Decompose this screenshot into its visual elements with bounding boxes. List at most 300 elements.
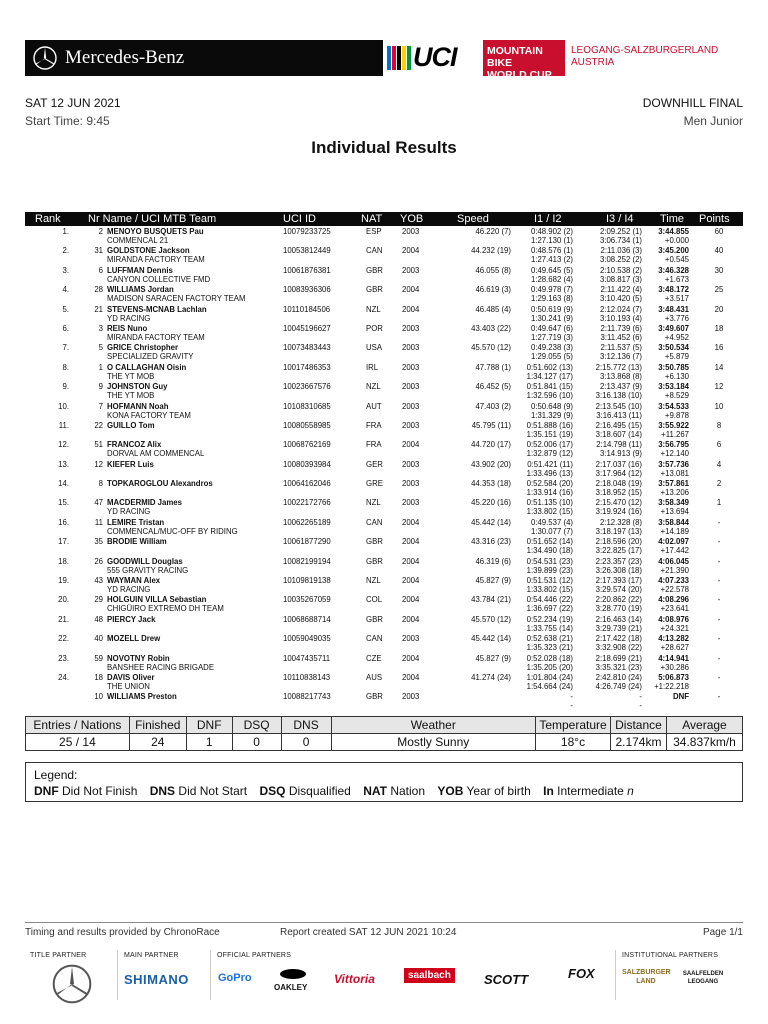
stats-dnf: 1 <box>186 734 232 751</box>
cell-speed: 45.795 (11) <box>471 420 511 430</box>
cell-rank: 15. <box>58 498 69 508</box>
cell-yob: 2003 <box>402 382 420 392</box>
cell-i4: 3:10.420 (5) <box>599 294 642 304</box>
cell-uci: 10064162046 <box>283 479 331 489</box>
scott-logo: SCOTT <box>484 972 529 987</box>
table-row <box>25 479 743 498</box>
stats-dns: 0 <box>281 734 331 751</box>
cell-yob: 2004 <box>402 556 420 566</box>
cell-nat: ESP <box>366 227 382 236</box>
cell-pts: - <box>717 576 721 586</box>
cell-team: SPECIALIZED GRAVITY <box>107 352 194 362</box>
cell-nr: 31 <box>94 246 103 256</box>
legend-item <box>363 784 425 798</box>
cell-i4: 3:18.607 (14) <box>595 429 642 439</box>
cell-team: DORVAL AM COMMENCAL <box>107 449 205 459</box>
cell-yob: 2003 <box>402 227 420 236</box>
cell-i2: 1:33.914 (16) <box>526 488 573 498</box>
cell-i3: 2:14.798 (11) <box>596 440 642 450</box>
cell-i1: 0:54.531 (23) <box>526 556 573 566</box>
cell-gap: +3.517 <box>664 294 689 304</box>
cell-rank: 1. <box>62 227 69 236</box>
cell-pts: - <box>717 595 721 605</box>
stats-header-cell: DSQ <box>232 717 281 734</box>
col-i3-i4: I3 / I4 <box>606 213 634 225</box>
cell-i2: 1:33.802 (15) <box>526 507 573 517</box>
cell-i3: 2:42.810 (24) <box>595 672 642 682</box>
cell-i3: 2:11.537 (5) <box>600 343 642 353</box>
cell-name: KIEFER Luis <box>107 459 154 469</box>
cell-uci: 10022172766 <box>283 498 331 508</box>
cell-rank: 3. <box>62 265 69 275</box>
cell-pts: - <box>717 672 721 682</box>
table-row <box>25 246 743 265</box>
cell-speed: 46.319 (6) <box>475 556 511 566</box>
cell-i2: 1:29.055 (5) <box>530 352 573 362</box>
cell-i4: 3:13.868 (8) <box>599 371 642 381</box>
cell-pts: 16 <box>714 343 724 353</box>
cell-nat: IRL <box>366 362 379 372</box>
cell-time: 4:08.976 <box>658 614 689 624</box>
cell-uci: 10079233725 <box>283 227 331 236</box>
table-row <box>25 402 743 421</box>
cell-uci: 10080558985 <box>283 420 331 430</box>
stats-header-cell: Finished <box>129 717 186 734</box>
cell-nr: 43 <box>94 576 103 586</box>
cell-yob: 2003 <box>402 401 420 411</box>
cell-yob: 2003 <box>402 479 420 489</box>
legend-abbr: DNF <box>34 784 59 798</box>
stats-distance: 2.174km <box>610 734 666 751</box>
cell-yob: 2004 <box>402 672 420 682</box>
oakley-logo: OAKLEY <box>274 983 308 992</box>
cell-i2: 1:27.719 (3) <box>530 332 573 342</box>
cell-team: 555 GRAVITY RACING <box>107 565 189 575</box>
cell-i3: 2:09.252 (1) <box>599 227 642 236</box>
table-row <box>25 498 743 517</box>
cell-yob: 2003 <box>402 459 420 469</box>
cell-name: JOHNSTON Guy <box>107 382 168 392</box>
table-row <box>25 654 743 673</box>
cell-i3: 2:15.772 (13) <box>595 362 642 372</box>
cell-rank: 9. <box>62 382 69 392</box>
cell-time: 3:55.922 <box>658 420 689 430</box>
cell-time: 3:57.736 <box>658 459 689 469</box>
cell-i1: 0:52.584 (20) <box>526 479 573 489</box>
cell-uci: 10068688714 <box>283 614 331 624</box>
cell-uci: 10062265189 <box>283 517 331 527</box>
cell-yob: 2004 <box>402 595 420 605</box>
col-nr-name: Nr Name / UCI MTB Team <box>88 213 217 225</box>
cell-pts: 1 <box>716 498 722 508</box>
cell-name: REIS Nuno <box>107 323 148 333</box>
stats-header-cell: Distance <box>610 717 666 734</box>
cell-i4: - <box>639 701 642 711</box>
cell-i3: 2:20.862 (22) <box>595 595 642 605</box>
cell-rank: 17. <box>58 537 69 547</box>
cell-uci: 10045196627 <box>283 323 331 333</box>
table-row <box>25 518 743 537</box>
cell-nat: NZL <box>366 498 381 508</box>
cell-gap: +13.694 <box>660 507 689 517</box>
cell-speed: 45.827 (9) <box>475 653 511 663</box>
cell-i4: 4:26.749 (24) <box>595 681 642 691</box>
cell-yob: 2004 <box>402 517 420 527</box>
cell-team: YD RACING <box>107 313 151 323</box>
cell-i1: 0:48.902 (2) <box>530 227 573 236</box>
cell-name: GRICE Christopher <box>107 343 179 353</box>
cell-name: LEMIRE Tristan <box>107 517 165 527</box>
cell-i2: 1:34.490 (18) <box>526 546 573 556</box>
cell-gap: +22.578 <box>660 585 689 595</box>
cell-nat: GER <box>366 459 383 469</box>
cell-uci: 10083936306 <box>283 285 331 295</box>
cell-speed: 46.055 (8) <box>475 265 511 275</box>
cell-i1: 0:52.638 (21) <box>526 634 573 644</box>
cell-time: 3:49.607 <box>658 323 689 333</box>
cell-yob: 2004 <box>402 285 420 295</box>
cell-speed: 44.353 (18) <box>471 479 511 489</box>
cell-pts: - <box>717 653 721 663</box>
cell-speed: 47.788 (1) <box>475 362 511 372</box>
cell-gap: +24.321 <box>660 623 689 633</box>
cell-name: PIERCY Jack <box>107 614 156 624</box>
cell-i3: 2:17.037 (16) <box>595 459 642 469</box>
cell-gap: +1:22.218 <box>654 681 689 691</box>
stats-dsq: 0 <box>232 734 281 751</box>
cell-time: 3:45.200 <box>658 246 689 256</box>
stats-temperature: 18°c <box>536 734 611 751</box>
cell-gap: +6.130 <box>664 371 689 381</box>
timing-credit: Timing and results provided by ChronoRace <box>25 927 220 938</box>
fox-logo: FOX <box>568 966 595 981</box>
cell-i1: 0:51.531 (12) <box>526 576 573 586</box>
col-rank: Rank <box>35 213 61 225</box>
cell-nat: USA <box>366 343 383 353</box>
cell-nat: AUS <box>366 672 383 682</box>
cell-time: 3:56.795 <box>658 440 689 450</box>
cell-time: DNF <box>672 692 689 702</box>
cell-rank: 13. <box>58 459 69 469</box>
cell-name: GOLDSTONE Jackson <box>107 246 190 256</box>
cell-uci: 10073483443 <box>283 343 331 353</box>
cell-i1: 0:51.841 (15) <box>526 382 573 392</box>
cell-name: STEVENS-MCNAB Lachlan <box>107 304 207 314</box>
cell-nr: 6 <box>98 265 103 275</box>
cell-rank: 14. <box>58 479 69 489</box>
cell-i1: 0:49.647 (6) <box>530 323 573 333</box>
cell-time: 4:13.282 <box>658 634 689 644</box>
cell-uci: 10080393984 <box>283 459 331 469</box>
cell-i2: - <box>570 701 573 711</box>
cell-i2: 1:29.163 (8) <box>530 294 573 304</box>
cell-nat: NZL <box>366 382 381 392</box>
cell-pts: 2 <box>716 479 722 489</box>
mercedes-star-icon <box>33 46 57 70</box>
cell-rank: 10. <box>58 401 69 411</box>
cell-rank: 21. <box>58 614 69 624</box>
cell-speed: 45.570 (12) <box>471 343 511 353</box>
cell-yob: 2004 <box>402 304 420 314</box>
legend-items <box>34 784 734 798</box>
cell-yob: 2003 <box>402 498 420 508</box>
stats-header-cell: Entries / Nations <box>26 717 130 734</box>
cell-nr: 35 <box>94 537 103 547</box>
cell-gap: +30.286 <box>660 662 689 672</box>
cell-i1: 0:52.006 (17) <box>526 440 573 450</box>
cell-i4: 3:12.136 (7) <box>599 352 642 362</box>
cell-i1: 0:51.888 (16) <box>526 420 573 430</box>
cell-team: MIRANDA FACTORY TEAM <box>107 255 205 265</box>
cell-gap: +23.641 <box>660 604 689 614</box>
cell-i1: - <box>570 692 573 702</box>
cell-i1: 0:50.619 (9) <box>530 304 573 314</box>
cell-i4: 3:26.308 (18) <box>595 565 642 575</box>
cell-nat: GRE <box>366 479 383 489</box>
cell-i1: 0:51.421 (11) <box>527 459 573 469</box>
cell-i2: 1:35.205 (20) <box>526 662 573 672</box>
cell-nat: COL <box>366 595 383 605</box>
cell-i3: 2:18.699 (21) <box>595 653 642 663</box>
cell-speed: 46.485 (4) <box>475 304 511 314</box>
col-i1-i2: I1 / I2 <box>534 213 562 225</box>
cell-nat: NZL <box>366 304 381 314</box>
col-yob: YOB <box>400 213 424 225</box>
cell-i2: 1:36.697 (22) <box>526 604 573 614</box>
cell-speed: 46.619 (3) <box>475 285 511 295</box>
cell-rank: 16. <box>58 517 69 527</box>
cell-team: MIRANDA FACTORY TEAM <box>107 332 205 342</box>
cell-i2: 1:30.241 (9) <box>530 313 573 323</box>
table-row <box>25 285 743 304</box>
legend-item <box>34 784 137 798</box>
cell-speed: 43.902 (20) <box>471 459 511 469</box>
cell-gap: +12.140 <box>660 449 689 459</box>
cell-i1: 0:48.576 (1) <box>530 246 573 256</box>
cell-rank: 5. <box>62 304 69 314</box>
cell-gap: +9.878 <box>664 410 689 420</box>
cell-nat: AUT <box>366 401 382 411</box>
cell-yob: 2004 <box>402 440 420 450</box>
col-uci-id: UCI ID <box>283 213 316 225</box>
table-row <box>25 343 743 362</box>
cell-yob: 2003 <box>402 692 420 702</box>
header-banner <box>25 40 743 81</box>
table-row <box>25 460 743 479</box>
venue-block <box>565 40 743 76</box>
cell-pts: - <box>717 556 721 566</box>
cell-i3: 2:13.545 (10) <box>595 401 642 411</box>
cell-rank: 4. <box>62 285 69 295</box>
table-row <box>25 615 743 634</box>
cell-i1: 0:51.135 (10) <box>526 498 573 508</box>
cell-nr: 12 <box>94 459 103 469</box>
cell-rank: 19. <box>58 576 69 586</box>
cell-name: FRANCOZ Alix <box>107 440 162 450</box>
cell-gap: +5.879 <box>664 352 689 362</box>
partner-separator <box>117 950 118 1000</box>
cell-i1: 0:54.446 (22) <box>526 595 573 605</box>
footer-divider <box>25 922 743 923</box>
cell-nat: POR <box>366 323 383 333</box>
cell-i3: 2:11.036 (3) <box>600 246 642 256</box>
cell-name: GUILLO Tom <box>107 420 155 430</box>
series-block <box>483 40 565 81</box>
cell-nat: CAN <box>366 517 383 527</box>
cell-time: 3:58.844 <box>658 517 689 527</box>
legend-abbr: In <box>543 784 554 798</box>
cell-nr: 18 <box>94 672 103 682</box>
cell-pts: - <box>717 517 721 527</box>
legend-text: Did Not Start <box>178 784 248 798</box>
cell-i3: 2:15.470 (12) <box>595 498 642 508</box>
table-row <box>25 557 743 576</box>
cell-i4: 3:11.452 (6) <box>600 332 642 342</box>
cell-yob: 2004 <box>402 576 420 586</box>
cell-nr: 21 <box>94 304 103 314</box>
cell-i3: 2:23.357 (23) <box>595 556 642 566</box>
cell-gap: +28.627 <box>660 643 689 653</box>
cell-i3: 2:11.739 (6) <box>600 323 642 333</box>
table-row <box>25 382 743 401</box>
cell-name: HOLGUIN VILLA Sebastian <box>107 595 207 605</box>
cell-pts: 4 <box>716 459 722 469</box>
cell-i2: 1:54.664 (24) <box>526 681 573 691</box>
cell-speed: 45.220 (16) <box>471 498 511 508</box>
cell-i2: 1:32.879 (12) <box>526 449 573 459</box>
cell-i3: 2:16.463 (14) <box>595 614 642 624</box>
cell-i2: 1:35.323 (21) <box>526 643 573 653</box>
stats-finished: 24 <box>129 734 186 751</box>
cell-time: 3:57.861 <box>658 479 689 489</box>
cell-gap: +3.776 <box>664 313 689 323</box>
cell-pts: 60 <box>714 227 724 236</box>
cell-name: BRODIE William <box>107 537 167 547</box>
series-line2: WORLD CUP <box>487 69 552 81</box>
table-row <box>25 324 743 343</box>
cell-time: 3:50.785 <box>658 362 689 372</box>
cell-pts: 6 <box>716 440 722 450</box>
cell-time: 3:48.172 <box>658 285 689 295</box>
cell-nr: 28 <box>94 285 103 295</box>
table-row <box>25 537 743 556</box>
cell-speed: 45.570 (12) <box>471 614 511 624</box>
legend-title: Legend: <box>34 768 78 782</box>
cell-uci: 10061876381 <box>283 265 331 275</box>
cell-i4: 3:18.197 (13) <box>595 526 642 536</box>
cell-i4: 3:16.138 (10) <box>595 391 642 401</box>
report-created: Report created SAT 12 JUN 2021 10:24 <box>280 927 457 938</box>
cell-name: MOZELL Drew <box>107 634 161 644</box>
sponsor-name: Mercedes-Benz <box>65 47 185 68</box>
cell-i1: 1:01.804 (24) <box>526 672 573 682</box>
cell-nat: CZE <box>366 653 382 663</box>
cell-time: 3:46.328 <box>658 265 689 275</box>
cell-nat: CAN <box>366 634 383 644</box>
uci-logo <box>383 40 483 76</box>
stats-header-cell: DNF <box>186 717 232 734</box>
cell-name: WILLIAMS Preston <box>107 692 177 702</box>
cell-gap: +11.267 <box>661 429 689 439</box>
legend-suffix: n <box>627 784 634 798</box>
table-row <box>25 266 743 285</box>
table-row <box>25 634 743 653</box>
cell-i2: 1:27.130 (1) <box>530 236 573 245</box>
start-time: Start Time: 9:45 <box>25 114 110 128</box>
cell-rank: 2. <box>62 246 69 256</box>
cell-time: 4:07.233 <box>658 576 689 586</box>
cell-nr: 1 <box>98 362 103 372</box>
page-number: Page 1/1 <box>702 927 743 938</box>
cell-speed: 47.403 (2) <box>475 401 511 411</box>
cell-uci: 10110184506 <box>283 304 331 314</box>
cell-pts: - <box>717 634 721 644</box>
cell-i1: 0:52.028 (18) <box>526 653 573 663</box>
cell-pts: - <box>717 537 721 547</box>
cell-nr: 40 <box>94 634 103 644</box>
cell-name: O CALLAGHAN Oisin <box>107 362 187 372</box>
cell-uci: 10109819138 <box>283 576 331 586</box>
cell-nr: 51 <box>94 440 103 450</box>
uci-logo-text: UCI <box>413 42 457 72</box>
event-category: Men Junior <box>683 114 743 128</box>
cell-i1: 0:50.648 (9) <box>530 401 573 411</box>
cell-i4: 3:10.193 (4) <box>599 313 642 323</box>
cell-i3: 2:10.538 (2) <box>599 265 642 275</box>
stats-average: 34.837km/h <box>666 734 742 751</box>
cell-gap: +13.081 <box>660 468 689 478</box>
cell-time: 3:58.349 <box>658 498 689 508</box>
cell-i3: 2:12.024 (7) <box>599 304 642 314</box>
cell-i4: 3:08.817 (3) <box>599 274 642 284</box>
cell-yob: 2003 <box>402 265 420 275</box>
cell-uci: 10068762169 <box>283 440 331 450</box>
cell-nr: 59 <box>94 653 103 663</box>
cell-i2: 1:32.596 (10) <box>526 391 573 401</box>
cell-speed: 44.720 (17) <box>471 440 511 450</box>
shimano-logo: SHIMANO <box>124 972 189 987</box>
cell-uci: 10035267059 <box>283 595 331 605</box>
cell-i4: 3:14.913 (9) <box>599 449 642 459</box>
stats-weather: Mostly Sunny <box>331 734 536 751</box>
cell-nat: FRA <box>366 420 382 430</box>
cell-i3: - <box>639 692 642 702</box>
cell-i1: 0:51.602 (13) <box>526 362 573 372</box>
event-name: DOWNHILL FINAL <box>642 96 743 110</box>
cell-yob: 2003 <box>402 323 420 333</box>
cell-name: MENOYO BUSQUETS Pau <box>107 227 204 236</box>
table-row <box>25 305 743 324</box>
series-line1: MOUNTAIN BIKE <box>487 45 543 69</box>
cell-name: DAVIS Oliver <box>107 672 155 682</box>
cell-yob: 2004 <box>402 246 420 256</box>
cell-team: CANYON COLLECTIVE FMD <box>107 274 211 284</box>
stats-header-cell: Average <box>666 717 742 734</box>
cell-i4: 3:29.574 (20) <box>595 585 642 595</box>
stats-table <box>25 716 743 751</box>
cell-nr: 48 <box>94 614 103 624</box>
vittoria-logo: Vittoria <box>334 972 375 986</box>
cell-gap: +17.442 <box>660 546 689 556</box>
cell-pts: 40 <box>714 246 724 256</box>
cell-pts: 14 <box>714 362 724 372</box>
cell-i4: 3:18.952 (15) <box>595 488 642 498</box>
cell-i1: 0:52.234 (19) <box>526 614 573 624</box>
cell-pts: 20 <box>714 304 724 314</box>
table-row <box>25 440 743 459</box>
cell-i3: 2:17.393 (17) <box>595 576 642 586</box>
main-partner-label: MAIN PARTNER <box>124 952 179 959</box>
